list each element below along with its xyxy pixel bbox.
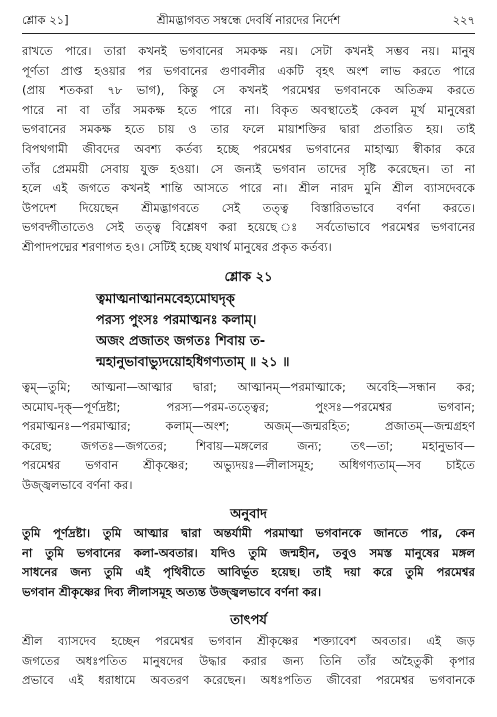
- synonym-line: পরমেশ্বর ভগবান শ্রীকৃষ্ণের; অভ্যুদয়ঃ—লীলাসমূহ; অধিগণ্যতাম্—সব চাইতে: [22, 458, 475, 473]
- header-verse-ref: শ্লোক ২১]: [22, 13, 69, 27]
- synonym-line: করেছ; জগতঃ—জগতের; শিবায়—মঙ্গলের জন্য; তৎ—তা; মহানুভাব—: [22, 438, 475, 453]
- word-synonyms: [22, 378, 475, 496]
- verse-title: শ্লোক ২১: [224, 270, 273, 285]
- text-line: ভগবানের সমকক্ষ হতে চায় ও তার ফলে মায়াশক্তির দ্বারা প্রতারিত হয়। তাই: [22, 122, 475, 137]
- header-divider: [22, 33, 475, 34]
- synonym-line: ত্বম্—তুমি; আত্মনা—আত্মার দ্বারা; আত্মানম্—পরমাত্মাকে; অবেহি—সন্ধান কর;: [22, 380, 475, 394]
- translation-line: না তুমি ভগবানের কলা-অবতার। যদিও তুমি জন্মহীন, তবুও সমস্ত মানুষের মঙ্গল: [22, 545, 475, 560]
- running-header: [22, 12, 475, 30]
- verse-line: ত্বমাত্মনাত্মানমবেহ্যমোঘদৃক্: [96, 292, 235, 307]
- translation-line: তুমি পূর্ণদ্রষ্টা। তুমি আত্মার দ্বারা অন্তর্যামী পরমাত্মা ভগবানকে জানতে পার, কেন: [22, 526, 475, 540]
- text-line: পারে না বা তাঁর সমকক্ষ হতে পারে না। বিকৃত অবস্থাতেই কেবল মূর্খ মানুষেরা: [22, 102, 475, 117]
- verse-line: পরস্য পুংসঃ পরমাত্মনঃ কলাম্।: [96, 313, 257, 328]
- translation-line: ভগবান শ্রীকৃষ্ণের দিব্য লীলাসমূহ অত্যন্ত উজ্জ্বলভাবে বর্ণনা কর।: [22, 584, 322, 599]
- purport-line: জগতের অধঃপতিত মানুষদের উদ্ধার করার জন্য তিনি তাঁর অহৈতুকী কৃপার: [22, 653, 475, 668]
- text-line: উপদেশ দিয়েছেন শ্রীমদ্ভাগবতে সেই তত্ত্ব বিস্তারিতভাবে বর্ণনা করতে।: [22, 200, 475, 215]
- translation-title: অনুবাদ: [230, 507, 267, 522]
- purport-title: তাৎপর্য: [230, 613, 267, 628]
- text-line: হলে এই জগতে কখনই শান্তি আসতে পারে না। শ্রীল নারদ মুনি শ্রীল ব্যাসদেবকে: [22, 181, 475, 196]
- synonym-line: পরমাত্মনঃ—পরমাত্মার; কলাম্—অংশ; অজম্—জন্মরহিত; প্রজাতম্—জন্মগ্রহণ: [22, 419, 475, 434]
- verse-line: অজং প্রজাতং জগতঃ শিবায় ত-: [96, 334, 266, 349]
- text-line: তাঁর প্রেমময়ী সেবায় যুক্ত হওয়া। সে জন্যই ভগবান তাদের সৃষ্টি করেছেন। তা না: [22, 161, 475, 176]
- text-line: রাখতে পারে। তারা কখনই ভগবানের সমকক্ষ নয়। সেটা কখনই সম্ভব নয়। মানুষ: [22, 44, 475, 58]
- header-chapter-title: শ্রীমদ্ভাগবত সম্বন্ধে দেবর্ষি নারদের নির্দেশ: [156, 13, 341, 27]
- purport-line: শ্রীল ব্যাসদেব হচ্ছেন পরমেশ্বর ভগবান শ্রীকৃষ্ণের শক্ত্যাবেশ অবতার। এই জড়: [22, 634, 475, 648]
- text-line: পূর্ণতা প্রাপ্ত হওয়ার পর ভগবানের গুণাবলীর একটি বৃহৎ অংশ লাভ করতে পারে: [22, 63, 475, 78]
- translation-text: [22, 524, 475, 602]
- translation-line: সাধনের জন্য তুমি এই পৃথিবীতে আবির্ভূত হয়েছ। তাই দয়া করে তুমি পরমেশ্বর: [22, 565, 475, 580]
- text-line: বিপথগামী জীবদের অবশ্য কর্তব্য হচ্ছে পরমেশ্বর ভগবানের মাহাত্ম্য স্বীকার করে: [22, 141, 475, 156]
- text-line: (প্রায় শতকরা ৭৮ ভাগ), কিন্তু সে কখনই পরমেশ্বর ভগবানকে অতিক্রম করতে: [22, 83, 475, 98]
- purport-text: [22, 632, 475, 691]
- text-line: ভগবদ্গীতাতেও সেই তত্ত্ব বিশ্লেষণ করা হয়েছে ঃ সর্বতোভাবে পরমেশ্বর ভগবানের: [22, 220, 475, 235]
- verse-line: ন্মহানুভাবাভ্যুদয়োহধিগণ্যতাম্ ॥ ২১ ॥: [96, 355, 290, 370]
- purport-continuation: [22, 42, 475, 258]
- purport-line: প্রভাবে এই ধরাধামে অবতরণ করেছেন। অধঃপতিত জীবেরা পরমেশ্বর ভগবানকে: [22, 673, 475, 688]
- synonym-line: অমোঘ-দৃক্—পূর্ণদ্রষ্টা; পরস্য—পরম-তত্ত্বের; পুংসঃ—পরমেশ্বর ভগবান;: [22, 399, 475, 414]
- header-page-number: ২২৭: [452, 13, 475, 27]
- synonym-line: উজ্জ্বলভাবে বর্ণনা কর।: [22, 477, 133, 492]
- text-line: শ্রীপাদপদ্মের শরণাগত হও। সেটিই হচ্ছে যথার্থ মানুষের প্রকৃত কর্তব্য।: [22, 239, 332, 254]
- sanskrit-verse: [96, 289, 290, 373]
